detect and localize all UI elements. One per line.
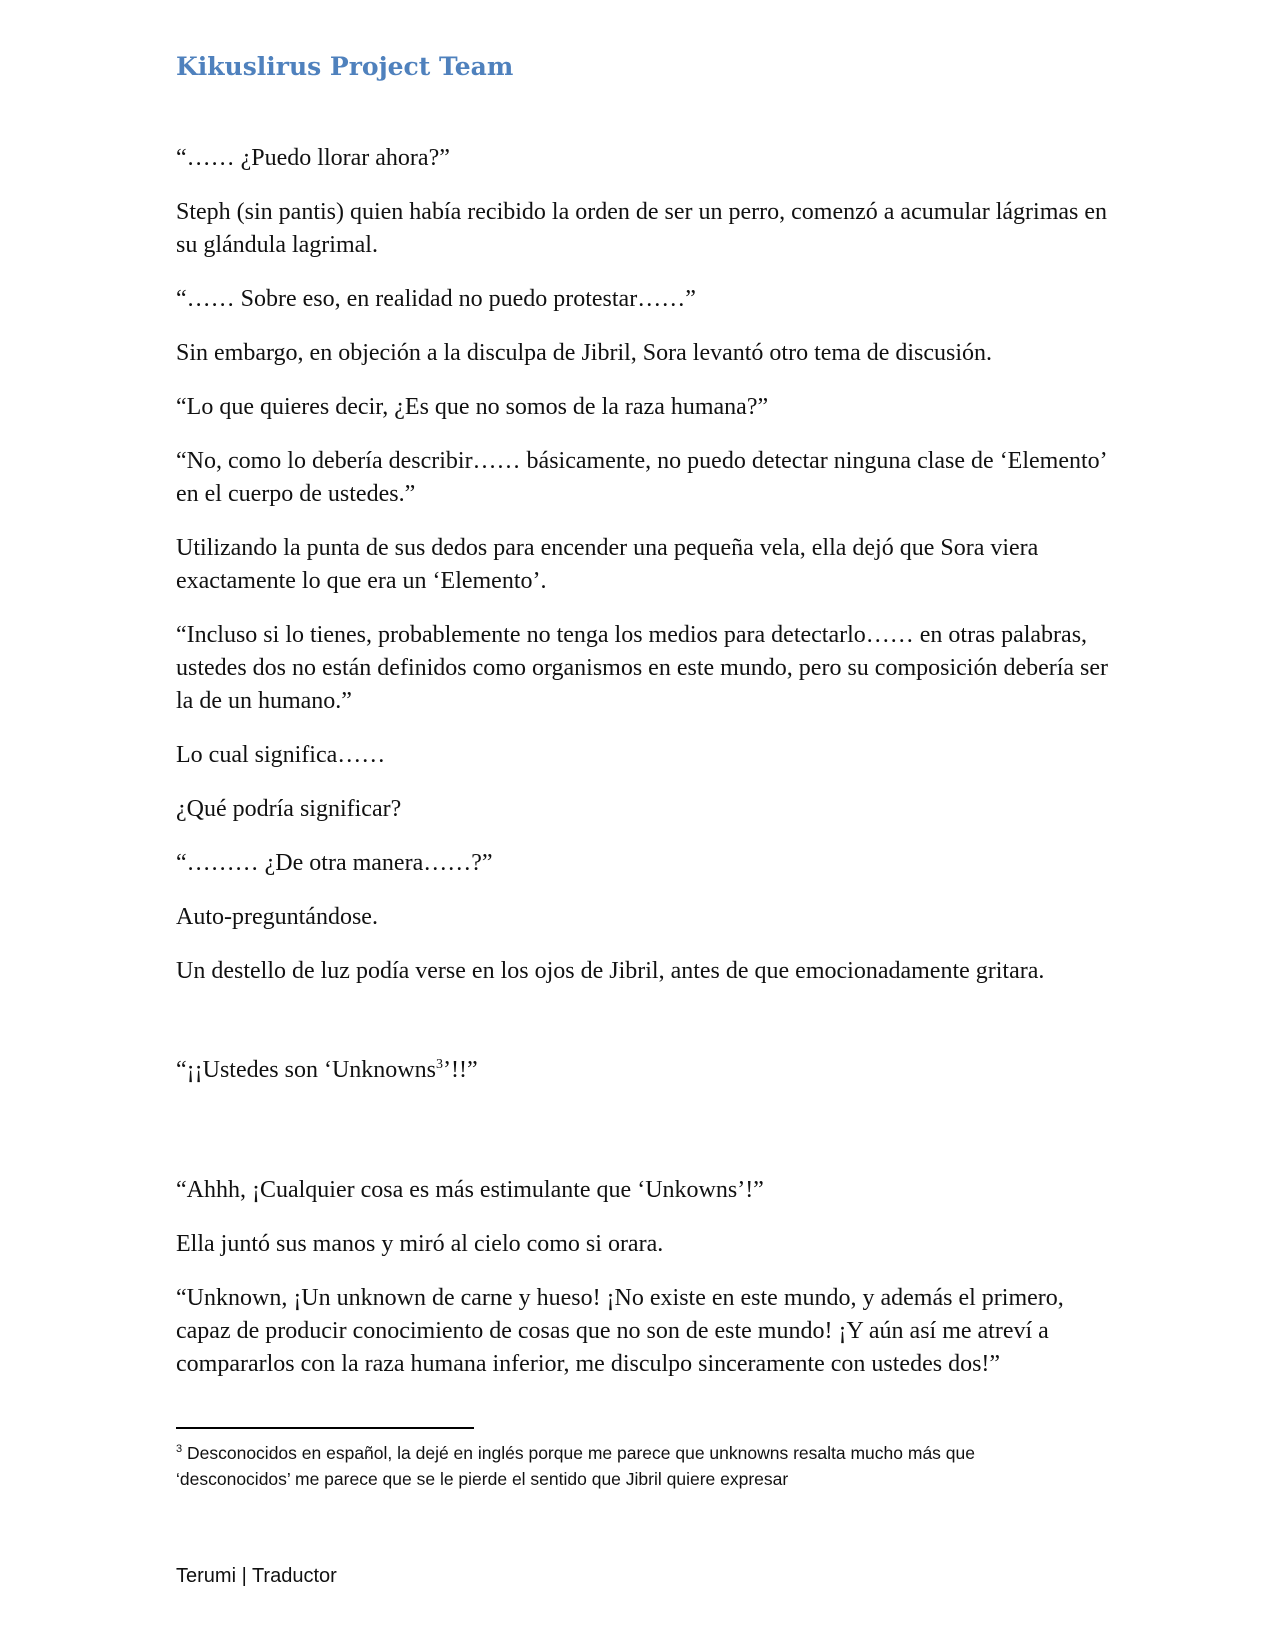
paragraph: “Unknown, ¡Un unknown de carne y hueso! ¡No existe en este mundo, y además el primero, capaz de producir conocimiento de cosas que no son de este mundo! ¡Y aún así me atreví a compararlos con la raza humana inferior, me disculpo sinceramente con ustedes dos!” (176, 1285, 1064, 1377)
page-header-title: Kikuslirus Project Team (176, 52, 514, 81)
paragraph: “……… ¿De otra manera……?” (176, 850, 493, 876)
footnote (176, 1440, 1076, 1492)
paragraph: Auto-preguntándose. (176, 904, 378, 930)
paragraph: “Lo que quieres decir, ¿Es que no somos de la raza humana?” (176, 394, 769, 420)
footnote-separator (176, 1427, 474, 1429)
body-text (176, 142, 1116, 1402)
paragraph: Ella juntó sus manos y miró al cielo como si orara. (176, 1231, 664, 1257)
paragraph: Un destello de luz podía verse en los ojos de Jibril, antes de que emocionadamente gritara. (176, 958, 1045, 984)
paragraph: Steph (sin pantis) quien había recibido la orden de ser un perro, comenzó a acumular lágrimas en su glándula lagrimal. (176, 199, 1108, 258)
paragraph: “No, como lo debería describir…… básicamente, no puedo detectar ninguna clase de ‘Elemento’ en el cuerpo de ustedes.” (176, 448, 1106, 507)
paragraph: Utilizando la punta de sus dedos para encender una pequeña vela, ella dejó que Sora viera exactamente lo que era un ‘Elemento’. (176, 535, 1039, 594)
footnote-number: 3 (176, 1443, 183, 1456)
footnote-text: Desconocidos en español, la dejé en inglés porque me parece que unknowns resalta mucho más que ‘desconocidos’ me parece que se le pierde el sentido que Jibril quiere expresar (176, 1443, 975, 1489)
footnote-reference[interactable]: 3 (435, 1057, 443, 1072)
paragraph: Lo cual significa…… (176, 742, 386, 768)
paragraph-text: ’!!” (442, 1057, 478, 1083)
paragraph-with-footnote-ref (176, 1054, 1116, 1087)
page-footer: Terumi | Traductor (176, 1565, 337, 1587)
paragraph: “Ahhh, ¡Cualquier cosa es más estimulante que ‘Unkowns’!” (176, 1177, 764, 1203)
paragraph: “…… ¿Puedo llorar ahora?” (176, 145, 450, 171)
paragraph: Sin embargo, en objeción a la disculpa de Jibril, Sora levantó otro tema de discusión. (176, 340, 993, 366)
paragraph-text: “¡¡Ustedes son ‘Unknowns (176, 1057, 436, 1083)
paragraph: “…… Sobre eso, en realidad no puedo protestar……” (176, 286, 696, 312)
paragraph: “Incluso si lo tienes, probablemente no tenga los medios para detectarlo…… en otras palabras, ustedes dos no están definidos como organismos en este mundo, pero su composición debería ser la de un humano.” (176, 622, 1109, 714)
paragraph: ¿Qué podría significar? (176, 796, 402, 822)
